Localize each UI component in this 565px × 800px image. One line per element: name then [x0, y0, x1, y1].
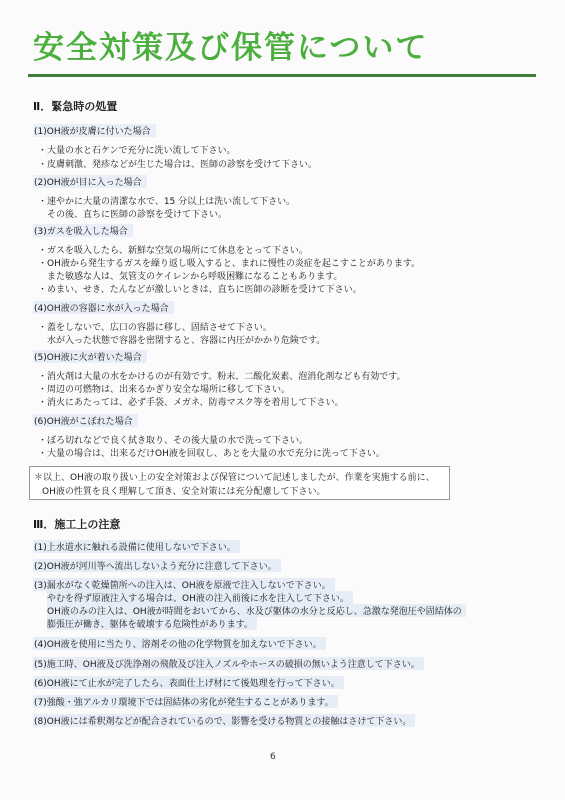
list-item: 膨張圧が働き、躯体を破壊する危険性があります。 [47, 617, 257, 630]
list-item: (1)上水道水に触れる設備に使用しないで下さい。 [33, 540, 240, 553]
section-heading-emergency: Ⅱ．緊急時の処置 [33, 100, 118, 113]
list-item: 水が入った状態で容器を密閉すると、容器に内圧がかかり危険です。 [47, 336, 326, 346]
note-line: ＊以上、OH液の取り扱い上の安全対策および保管について記述しましたが、作業を実施する前に、 [34, 473, 435, 483]
page-number: 6 [270, 752, 276, 762]
list-item: また敏感な人は、気管支のケイレンから呼吸困難になることもあります。 [47, 272, 343, 282]
section-heading-construction: Ⅲ．施工上の注意 [33, 518, 121, 531]
item-title-fire: (5)OH液に火が着いた場合 [33, 350, 147, 363]
item-title-skin: (1)OH液が皮膚に付いた場合 [33, 124, 156, 137]
item-title-eyes: (2)OH液が目に入った場合 [33, 175, 147, 188]
item-title-spill: (6)OH液がこぼれた場合 [33, 414, 138, 427]
list-item: ・大量の水と石ケンで充分に洗い流して下さい。 [38, 146, 236, 156]
note-line: OH液の性質を良く理解して頂き、安全対策には充分配慮して下さい。 [42, 487, 326, 497]
list-item: ・ガスを吸入したら、新鮮な空気の場所にて休息をとって下さい。 [38, 246, 308, 256]
list-item: ・皮膚刺激、発疹などが生じた場合は、医師の診察を受けて下さい。 [38, 160, 318, 170]
item-title-water-container: (4)OH液の容器に水が入った場合 [33, 301, 174, 314]
list-item: ・周辺の可燃物は、出来るかぎり安全な場所に移して下さい。 [38, 385, 291, 395]
list-item: (6)OH液にて止水が完了したら、表面仕上げ材にて後処理を行って下さい。 [33, 676, 344, 689]
list-item: やむを得ず原液注入する場合は、OH液の注入前後に水を注入して下さい。 [47, 591, 353, 604]
list-item: ・めまい、せき、たんなどが激しいときは、直ちに医師の診断を受けて下さい。 [38, 285, 362, 295]
list-item: ・速やかに大量の清潔な水で、15 分以上は洗い流して下さい。 [38, 197, 296, 207]
list-item: ・蓋をしないで、広口の容器に移し、固結させて下さい。 [38, 323, 272, 333]
safety-note-box [29, 466, 450, 500]
list-item: (7)強酸・強アルカリ環境下では固結体の劣化が発生することがあります。 [33, 695, 338, 708]
page-title: 安全対策及び保管について [33, 30, 429, 66]
list-item: ・消火剤は大量の水をかけるのが有効です。粉末、二酸化炭素、泡消化剤なども有効です。 [38, 372, 406, 382]
list-item: その後、直ちに医師の診察を受けて下さい。 [47, 210, 228, 220]
item-title-inhalation: (3)ガスを吸入した場合 [33, 224, 133, 237]
list-item: ・大量の場合は、出来るだけOH液を回収し、あとを大量の水で充分に洗って下さい。 [38, 449, 385, 459]
list-item: (5)施工時、OH液及び洗浄剤の飛散及び注入ノズルやホースの破損の無いよう注意して下さい。 [33, 657, 424, 670]
list-item: ・消火にあたっては、必ず手袋、メガネ、防毒マスク等を着用して下さい。 [38, 398, 344, 408]
list-item: ・ぼろ切れなどで良く拭き取り、その後大量の水で洗って下さい。 [38, 436, 309, 446]
list-item: (3)漏水がなく乾燥箇所への注入は、OH液を原液で注入しないで下さい。 [33, 578, 335, 591]
list-item: (4)OH液を使用に当たり、溶剤その他の化学物質を加えないで下さい。 [33, 637, 326, 650]
list-item: (8)OH液には希釈剤などが配合されているので、影響を受ける物質との接触はさけて下さい。 [33, 714, 415, 727]
title-divider [28, 74, 536, 77]
list-item: ・OH液から発生するガスを繰り返し吸入すると、まれに慢性の炎症を起こすことがあります。 [38, 259, 421, 269]
list-item: (2)OH液が河川等へ流出しないよう充分に注意して下さい。 [33, 559, 281, 572]
list-item: OH液のみの注入は、OH液が時間をおいてから、水及び躯体の水分と反応し、急激な発泡圧や固結体の [47, 604, 466, 617]
